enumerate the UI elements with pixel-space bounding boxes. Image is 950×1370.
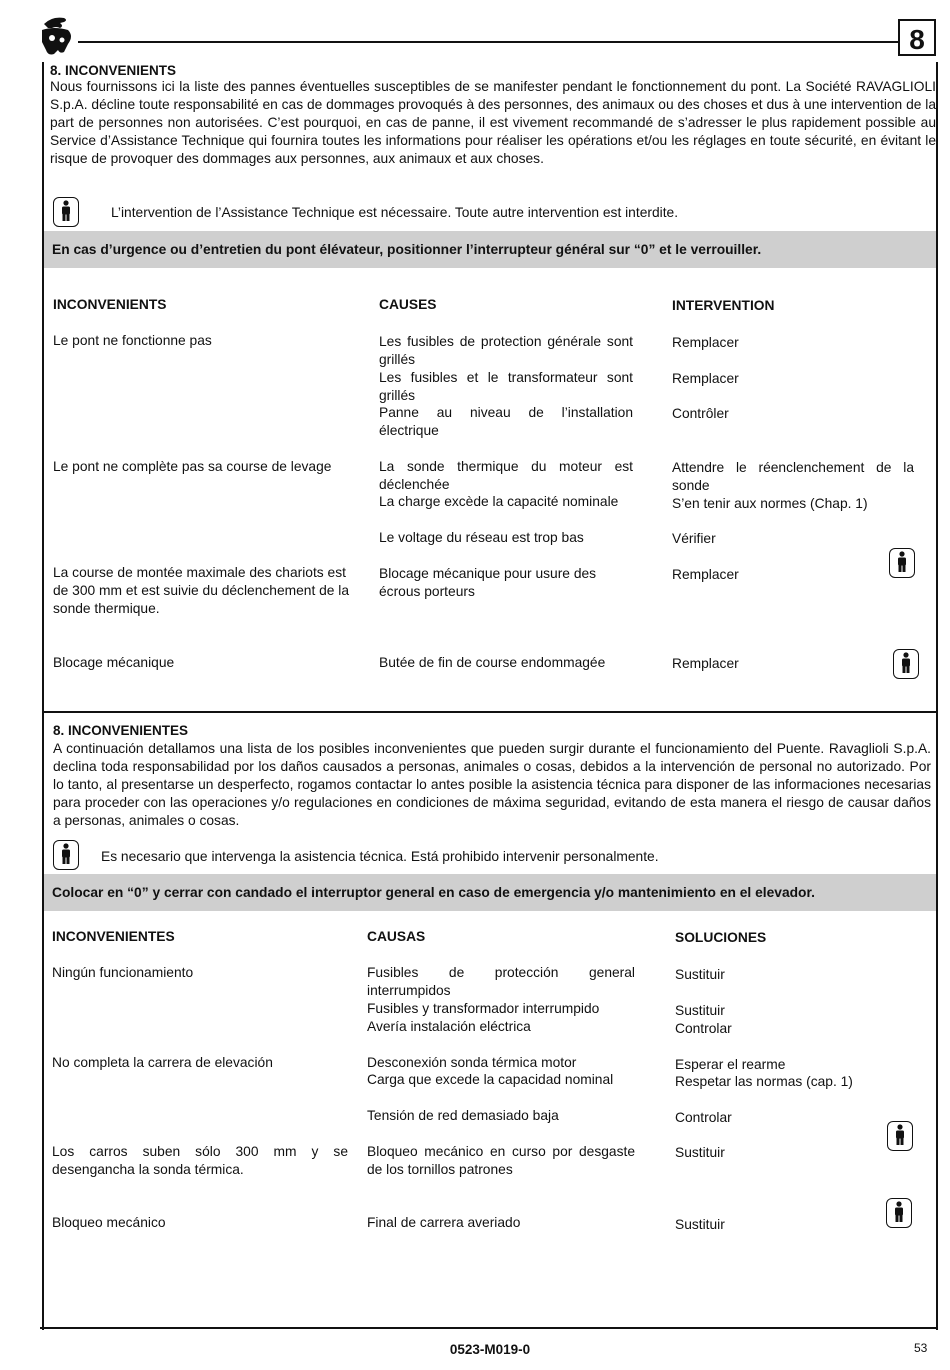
cause-cell: Fusibles y transformador interrumpido [367, 1001, 600, 1016]
action-cell: Esperar el rearme [675, 1057, 786, 1072]
action-cell: Sustituir [675, 1003, 725, 1018]
action-cell: Sustituir [675, 1217, 725, 1232]
document-code: 0523-M019-0 [449, 1342, 531, 1357]
action-cell: Remplacer [672, 656, 739, 671]
section-title-es: 8. INCONVENIENTES [53, 723, 189, 738]
cause-cell: Avería instalación eléctrica [367, 1019, 531, 1034]
cause-cell: Les fusibles et le transformateur sont grillés [379, 370, 633, 403]
safety-banner-es: Colocar en “0” y cerrar con candado el interruptor general en caso de emergencia y/o mantenimiento en el elevador. [44, 874, 936, 911]
problem-cell: La course de montée maximale des chariots est de 300 mm et est suivie du déclenchement de la sonde thermique. [53, 565, 350, 616]
page-number: 53 [914, 1341, 928, 1355]
action-cell: Remplacer [672, 335, 739, 350]
cause-cell: Final de carrera averiado [367, 1215, 521, 1230]
technician-icon [886, 1198, 912, 1228]
problem-cell: Le pont ne fonctionne pas [53, 333, 212, 348]
column-header-actions-fr: INTERVENTION [672, 298, 775, 313]
technician-icon [887, 1121, 913, 1151]
column-header-causes-es: CAUSAS [367, 929, 426, 944]
frame-bottom-rule [40, 1327, 938, 1329]
chapter-number: 8 [898, 19, 936, 56]
action-cell: Respetar las normas (cap. 1) [675, 1074, 853, 1089]
column-header-actions-es: SOLUCIONES [675, 930, 767, 945]
problem-cell: Bloqueo mecánico [52, 1215, 166, 1230]
section-divider [42, 711, 938, 713]
cause-cell: La charge excède la capacité nominale [379, 494, 619, 509]
problem-cell: No completa la carrera de elevación [52, 1055, 273, 1070]
technician-icon [53, 197, 79, 227]
cause-cell: Tensión de red demasiado baja [367, 1108, 559, 1123]
cause-cell: La sonde thermique du moteur est déclenchée [379, 459, 633, 492]
column-header-causes-fr: CAUSES [379, 297, 437, 312]
assistance-note-fr: L’intervention de l’Assistance Technique est nécessaire. Toute autre intervention est interdite. [111, 205, 679, 220]
action-cell: Vérifier [672, 531, 716, 546]
assistance-note-es: Es necesario que intervenga la asistencia técnica. Está prohibido intervenir personalmente. [101, 849, 659, 864]
problem-cell: Le pont ne complète pas sa course de levage [53, 459, 332, 474]
problem-cell: Los carros suben sólo 300 mm y se desengancha la sonda térmica. [52, 1144, 348, 1177]
cause-cell: Le voltage du réseau est trop bas [379, 530, 584, 545]
column-header-problems-fr: INCONVENIENTS [53, 297, 167, 312]
cause-cell: Bloqueo mecánico en curso por desgaste de los tornillos patrones [367, 1144, 635, 1177]
technician-icon [889, 548, 915, 578]
cause-cell: Carga que excede la capacidad nominal [367, 1072, 614, 1087]
cause-cell: Desconexión sonda térmica motor [367, 1055, 577, 1070]
action-cell: Attendre le réenclenchement de la sonde [672, 460, 914, 493]
technician-icon [53, 840, 79, 870]
cause-cell: Panne au niveau de l’installation électrique [379, 405, 633, 438]
action-cell: Sustituir [675, 967, 725, 982]
action-cell: Remplacer [672, 567, 739, 582]
cause-cell: Les fusibles de protection générale sont grillés [379, 334, 633, 367]
action-cell: Contrôler [672, 406, 729, 421]
cause-cell: Butée de fin de course endommagée [379, 655, 606, 670]
safety-banner-fr: En cas d’urgence ou d’entretien du pont élévateur, positionner l’interrupteur général sur “0” et le verrouiller. [44, 231, 936, 268]
action-cell: Controlar [675, 1021, 732, 1036]
header-rule [78, 41, 898, 43]
problem-cell: Ningún funcionamiento [52, 965, 194, 980]
action-cell: Remplacer [672, 371, 739, 386]
problem-cell: Blocage mécanique [53, 655, 175, 670]
brand-logo [38, 14, 78, 58]
cause-cell: Fusibles de protección general interrumpidos [367, 965, 635, 998]
action-cell: S’en tenir aux normes (Chap. 1) [672, 496, 868, 511]
intro-paragraph-es: A continuación detallamos una lista de los posibles inconvenientes que pueden surgir durante el funcionamiento del Puente. Ravaglioli S.p.A. declina toda responsabilidad por los daños causados a personas, animales o cosas, debidos a la intervención de personal no autorizado. Por lo tanto, al presentarse un desperfecto, rogamos contactar lo antes posible la asistencia técnica para disponer de las informaciones necesarias para proceder con las operaciones y/o regulaciones en condiciones de máxima seguridad, evitando de esta manera el riesgo de causar daños a personas, animales o cosas. [53, 741, 931, 828]
action-cell: Sustituir [675, 1145, 725, 1160]
action-cell: Controlar [675, 1110, 732, 1125]
technician-icon [893, 649, 919, 679]
section-title-fr: 8. INCONVENIENTS [50, 63, 177, 78]
intro-paragraph-fr: Nous fournissons ici la liste des pannes éventuelles susceptibles de se manifester pendant le fonctionnement du pont. La Société RAVAGLIOLI S.p.A. décline toute responsabilité en cas de dommages provoqués à des personnes, des animaux ou des choses et dus à une intervention de la part de personnes non autorisées. C’est pourquoi, en cas de panne, il est vivement recommandé de s’adresser le plus rapidement possible au Service d’Assistance Technique qui fournira toutes les informations pour réaliser les opérations et/ou les réglages en toute sécurité, en évitant le risque de provoquer des dommages aux personnes, aux animaux et aux choses. [50, 79, 936, 166]
cause-cell: Blocage mécanique pour usure des écrous porteurs [379, 566, 597, 599]
column-header-problems-es: INCONVENIENTES [52, 929, 175, 944]
